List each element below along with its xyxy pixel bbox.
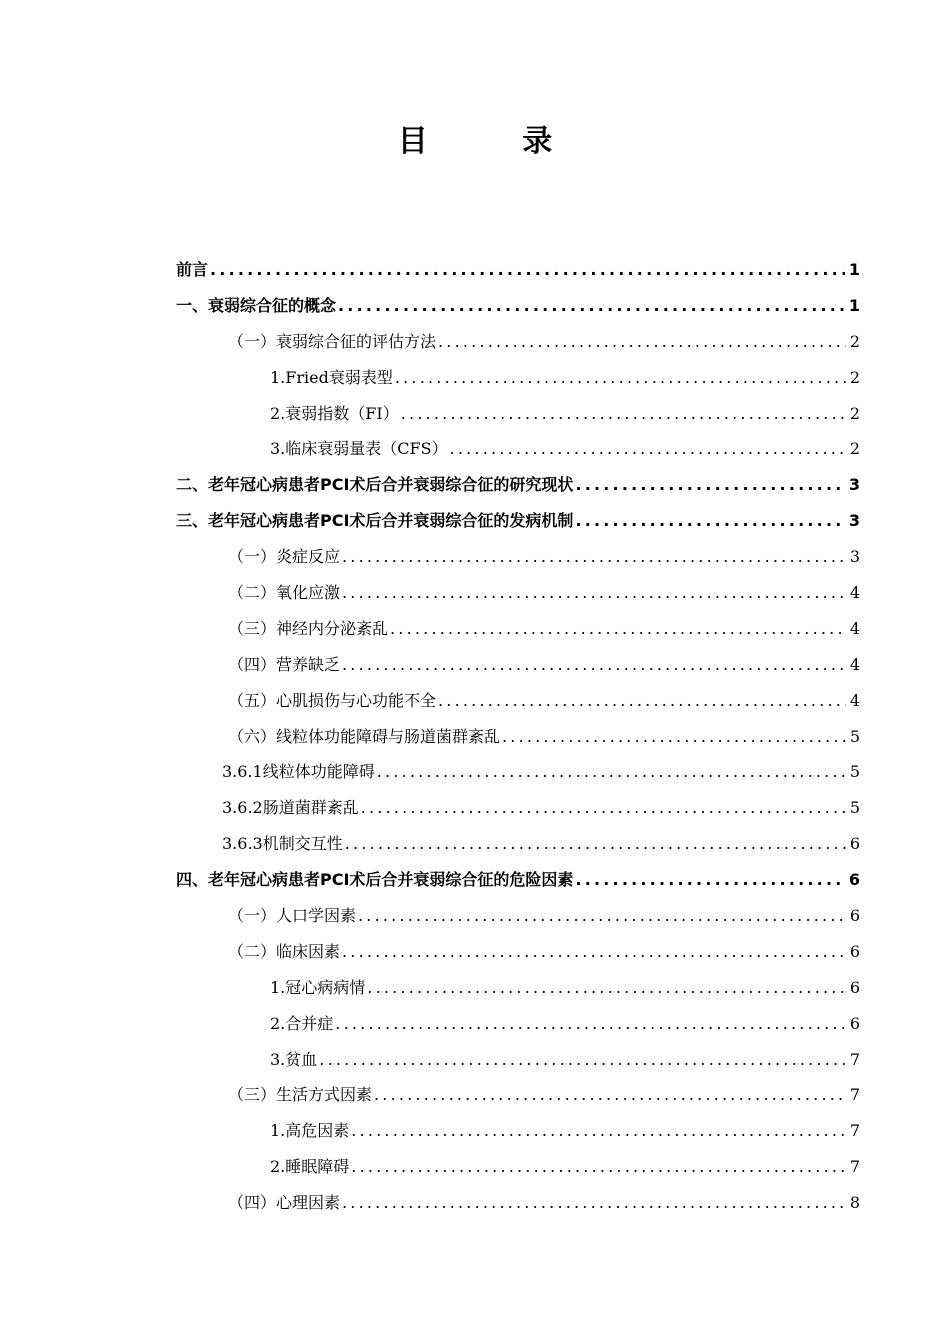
toc-entry[interactable]: [176, 539, 860, 575]
toc-entry-label: 3.贫血: [270, 1049, 318, 1069]
page-title: 目 录: [397, 124, 595, 159]
dot-leader: [395, 360, 846, 396]
toc-entry-page-number: 2: [849, 331, 860, 351]
toc-entry-page-number: 1: [848, 260, 860, 279]
dot-leader: [342, 1185, 846, 1221]
toc-entry-label: 一、衰弱综合征的概念: [176, 295, 337, 315]
dot-leader: [342, 647, 846, 683]
dot-leader: [575, 467, 844, 503]
toc-entry-page-number: 4: [849, 583, 860, 603]
dot-leader: [342, 934, 846, 970]
toc-entry[interactable]: [176, 970, 860, 1006]
toc-entry-label: （二）临床因素: [228, 941, 341, 961]
toc-entry-label: （四）心理因素: [228, 1193, 341, 1213]
dot-leader: [351, 1149, 846, 1185]
dot-leader: [377, 754, 846, 790]
toc-entry-label: （三）神经内分泌紊乱: [228, 618, 389, 638]
toc-entry[interactable]: [176, 1077, 860, 1113]
toc-entry-page-number: 6: [849, 1013, 860, 1033]
toc-entry[interactable]: [176, 431, 860, 467]
toc-entry[interactable]: [176, 719, 860, 755]
toc-entry[interactable]: [176, 288, 860, 324]
toc-entry[interactable]: [176, 324, 860, 360]
toc-entry[interactable]: [176, 1006, 860, 1042]
toc-entry-page-number: 8: [849, 1193, 860, 1213]
dot-leader: [438, 324, 846, 360]
dot-leader: [575, 503, 844, 539]
toc-entry-label: 三、老年冠心病患者PCI术后合并衰弱综合征的发病机制: [176, 511, 574, 531]
toc-entry-label: （五）心肌损伤与心功能不全: [228, 690, 437, 710]
dot-leader: [401, 396, 846, 432]
toc-entry[interactable]: [176, 683, 860, 719]
toc-entry[interactable]: [176, 1113, 860, 1149]
dot-leader: [450, 431, 846, 467]
toc-entry[interactable]: [176, 1149, 860, 1185]
toc-entry[interactable]: [176, 1185, 860, 1221]
dot-leader: [351, 1113, 846, 1149]
toc-entry-label: 2.衰弱指数（FI）: [270, 403, 399, 423]
dot-leader: [367, 970, 846, 1006]
toc-entry-label: 1.高危因素: [270, 1121, 350, 1141]
toc-entry[interactable]: [176, 503, 860, 539]
dot-leader: [335, 1006, 846, 1042]
dot-leader: [319, 1042, 846, 1078]
toc-entry[interactable]: [176, 360, 860, 396]
toc-entry-page-number: 7: [849, 1049, 860, 1069]
toc-entry[interactable]: [176, 898, 860, 934]
toc-entry-label: （二）氧化应激: [228, 583, 341, 603]
dot-leader: [502, 719, 846, 755]
toc-entry[interactable]: [176, 826, 860, 862]
toc-entry[interactable]: [176, 647, 860, 683]
toc-entry-page-number: 6: [849, 977, 860, 997]
toc-entry-page-number: 3: [848, 475, 860, 495]
toc-entry-page-number: 7: [849, 1085, 860, 1105]
toc-entry-label: 1.冠心病病情: [270, 977, 366, 997]
toc-entry-page-number: 2: [849, 439, 860, 459]
toc-entry-page-number: 2: [849, 367, 860, 387]
toc-entry-label: 3.临床衰弱量表（CFS）: [270, 439, 448, 459]
table-of-contents: [176, 252, 860, 1221]
toc-entry-label: 二、老年冠心病患者PCI术后合并衰弱综合征的研究现状: [176, 475, 574, 495]
dot-leader: [438, 683, 846, 719]
toc-entry-label: 四、老年冠心病患者PCI术后合并衰弱综合征的危险因素: [176, 870, 574, 890]
toc-entry-label: 3.6.1线粒体功能障碍: [222, 762, 375, 782]
toc-entry-label: （四）营养缺乏: [228, 654, 341, 674]
toc-entry-label: 2.睡眠障碍: [270, 1157, 350, 1177]
toc-entry-label: （三）生活方式因素: [228, 1085, 373, 1105]
toc-entry-page-number: 6: [849, 834, 860, 854]
dot-leader: [575, 862, 844, 898]
dot-leader: [374, 1077, 846, 1113]
toc-entry[interactable]: [176, 934, 860, 970]
toc-entry-page-number: 4: [849, 654, 860, 674]
toc-entry-label: 3.6.2肠道菌群紊乱: [222, 798, 359, 818]
toc-entry[interactable]: [176, 1042, 860, 1078]
toc-entry-page-number: 5: [849, 762, 860, 782]
dot-leader: [210, 252, 845, 288]
toc-entry-page-number: 7: [849, 1121, 860, 1141]
toc-entry-page-number: 1: [848, 295, 860, 315]
dot-leader: [358, 898, 846, 934]
toc-entry[interactable]: [176, 575, 860, 611]
dot-leader: [390, 611, 846, 647]
dot-leader: [342, 575, 846, 611]
toc-entry-label: 3.6.3机制交互性: [222, 834, 343, 854]
toc-entry-page-number: 7: [849, 1157, 860, 1177]
dot-leader: [342, 539, 846, 575]
dot-leader: [361, 790, 846, 826]
toc-entry-page-number: 5: [849, 798, 860, 818]
toc-entry-label: 2.合并症: [270, 1013, 334, 1033]
toc-entry-label: （一）衰弱综合征的评估方法: [228, 331, 437, 351]
toc-entry-page-number: 6: [849, 941, 860, 961]
toc-entry-label: （六）线粒体功能障碍与肠道菌群紊乱: [228, 726, 501, 746]
toc-entry-page-number: 2: [849, 403, 860, 423]
toc-entry-page-number: 6: [849, 906, 860, 926]
toc-entry[interactable]: [176, 862, 860, 898]
toc-entry-page-number: 3: [848, 511, 860, 531]
toc-entry[interactable]: [176, 467, 860, 503]
toc-entry-page-number: 6: [848, 870, 860, 890]
toc-entry-label: 1.Fried衰弱表型: [270, 367, 393, 387]
toc-entry-label: （一）人口学因素: [228, 906, 357, 926]
toc-entry-page-number: 4: [849, 690, 860, 710]
toc-entry[interactable]: [176, 611, 860, 647]
toc-entry-label: 前言: [176, 260, 209, 279]
toc-entry[interactable]: [176, 252, 860, 288]
toc-entry[interactable]: [176, 790, 860, 826]
toc-entry[interactable]: [176, 396, 860, 432]
toc-entry-label: （一）炎症反应: [228, 547, 341, 567]
toc-entry-page-number: 5: [849, 726, 860, 746]
toc-entry-page-number: 4: [849, 618, 860, 638]
toc-entry-page-number: 3: [849, 547, 860, 567]
dot-leader: [345, 826, 846, 862]
dot-leader: [338, 288, 845, 324]
toc-entry[interactable]: [176, 754, 860, 790]
